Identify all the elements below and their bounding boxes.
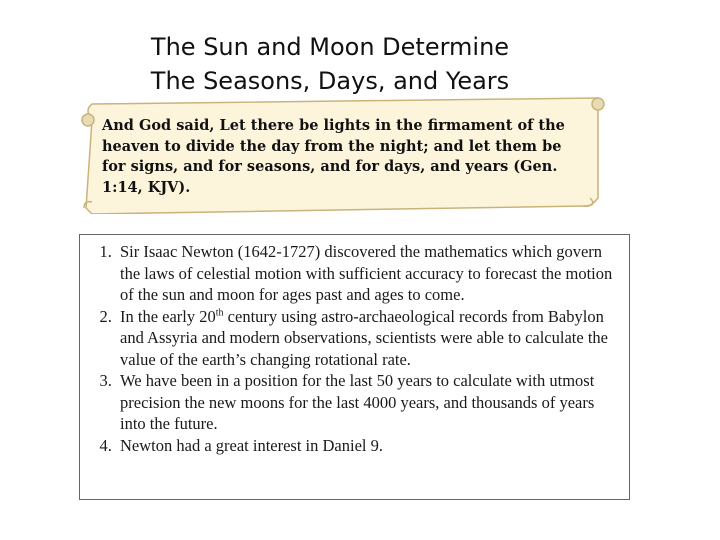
facts-list-box (79, 234, 630, 500)
list-item: 1. Sir Isaac Newton (1642-1727) discovered the mathematics which govern the laws of celestial motion with sufficient accuracy to forecast the motion of the sun and moon for ages past and ages to come. (116, 241, 621, 306)
scripture-quote: And God said, Let there be lights in the firmament of the heaven to divide the day from the night; and let them be for signs, and for seasons, and for days, and years (Gen. 1:14, KJV). (102, 117, 565, 196)
title-line-1: The Sun and Moon Determine (150, 33, 510, 61)
slide-title (120, 30, 540, 98)
list-item: 3. We have been in a position for the last 50 years to calculate with utmost precision the new moons for the last 4000 years, and thousands of years into the future. (116, 370, 621, 435)
scripture-scroll (78, 96, 608, 214)
facts-list (80, 235, 629, 456)
list-item-text: century using astro-archaeological records from Babylon and Assyria and modern observations, scientists were able to calculate the value of the earth’s changing rotational rate. (120, 306, 608, 369)
list-item-text: In the early 20 (120, 306, 216, 326)
list-item: 4. Newton had a great interest in Daniel 9. (116, 435, 621, 457)
superscript: th (215, 307, 224, 318)
title-line-2: The Seasons, Days, and Years (150, 67, 510, 95)
list-item (116, 306, 621, 371)
